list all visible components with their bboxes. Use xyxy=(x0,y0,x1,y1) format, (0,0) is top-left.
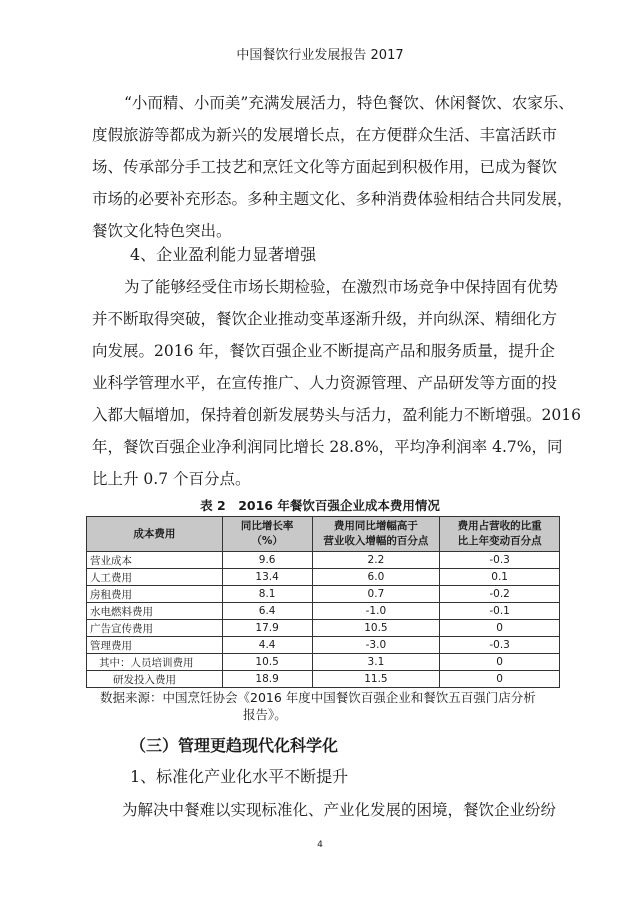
table-row xyxy=(87,671,560,688)
cell-diff: 0.7 xyxy=(312,586,440,603)
subsection-heading-standardization: 1、标准化产业化水平不断提升 xyxy=(130,767,349,786)
cell-share: 0.1 xyxy=(440,569,560,586)
source-line: 报告》。 xyxy=(243,707,287,722)
paragraph-line: 比上升 0.7 个百分点。 xyxy=(92,470,251,488)
cell-item: 人工费用 xyxy=(87,569,223,586)
table-row xyxy=(87,603,560,620)
cell-diff: 6.0 xyxy=(312,569,440,586)
table-title: 表 2 2016 年餐饮百强企业成本费用情况 xyxy=(200,498,440,513)
cell-diff: 10.5 xyxy=(312,620,440,637)
cell-growth: 18.9 xyxy=(222,671,312,688)
paragraph-line: “小而精、小而美”充满发展活力，特色餐饮、休闲餐饮、农家乐、 xyxy=(124,94,574,112)
paragraph-line: 入都大幅增加，保持着创新发展势头与活力，盈利能力不断增强。2016 xyxy=(92,406,581,424)
cell-share: -0.3 xyxy=(440,637,560,654)
paragraph-line: 业科学管理水平，在宣传推广、人力资源管理、产品研发等方面的投 xyxy=(92,374,558,392)
cell-item: 研发投入费用 xyxy=(87,671,223,688)
table-row xyxy=(87,620,560,637)
cell-diff: -1.0 xyxy=(312,603,440,620)
paragraph-line: 市场的必要补充形态。多种主题文化、多种消费体验相结合共同发展， xyxy=(92,190,573,208)
cell-growth: 8.1 xyxy=(222,586,312,603)
cell-share: 0 xyxy=(440,620,560,637)
cell-diff: 2.2 xyxy=(312,552,440,569)
data-source-note xyxy=(100,689,560,723)
paragraph-line: 为解决中餐难以实现标准化、产业化发展的困境，餐饮企业纷纷 xyxy=(122,801,557,819)
cell-growth: 13.4 xyxy=(222,569,312,586)
cell-share: -0.2 xyxy=(440,586,560,603)
column-header-growth: 同比增长率 （%） xyxy=(222,517,312,552)
paragraph-line: 向发展。2016 年，餐饮百强企业不断提高产品和服务质量，提升企 xyxy=(92,342,555,360)
page-header: 中国餐饮行业发展报告 2017 xyxy=(236,48,404,63)
cell-share: -0.1 xyxy=(440,603,560,620)
cell-item: 其中：人员培训费用 xyxy=(87,654,223,671)
column-header-diff: 费用同比增幅高于 营业收入增幅的百分点 xyxy=(312,517,440,552)
paragraph-line: 度假旅游等都成为新兴的发展增长点，在方便群众生活、丰富活跃市 xyxy=(92,126,558,144)
column-header-item: 成本费用 xyxy=(87,517,223,552)
source-line: 数据来源：中国烹饪协会《2016 年度中国餐饮百强企业和餐饮五百强门店分析 xyxy=(100,690,536,705)
cell-item: 水电燃料费用 xyxy=(87,603,223,620)
paragraph-line: 场、传承部分手工技艺和烹饪文化等方面起到积极作用，已成为餐饮 xyxy=(92,158,558,176)
cell-growth: 17.9 xyxy=(222,620,312,637)
column-header-share: 费用占营收的比重 比上年变动百分点 xyxy=(440,517,560,552)
cell-item: 管理费用 xyxy=(87,637,223,654)
cell-growth: 10.5 xyxy=(222,654,312,671)
table-row xyxy=(87,569,560,586)
paragraph-line: 餐饮文化特色突出。 xyxy=(92,222,232,240)
table-row xyxy=(87,586,560,603)
cell-growth: 9.6 xyxy=(222,552,312,569)
cell-share: -0.3 xyxy=(440,552,560,569)
section-heading-management: （三）管理更趋现代化科学化 xyxy=(130,736,339,755)
table-row xyxy=(87,552,560,569)
cell-share: 0 xyxy=(440,671,560,688)
cell-diff: -3.0 xyxy=(312,637,440,654)
paragraph-line: 并不断取得突破，餐饮企业推动变革逐渐升级，并向纵深、精细化方 xyxy=(92,310,558,328)
cell-item: 房租费用 xyxy=(87,586,223,603)
cell-share: 0 xyxy=(440,654,560,671)
page-number: 4 xyxy=(317,840,323,850)
paragraph-small-and-beautiful xyxy=(92,87,574,247)
paragraph-line: 为了能够经受住市场长期检验，在激烈市场竞争中保持固有优势 xyxy=(124,278,559,296)
table-header-row xyxy=(87,517,560,552)
cell-item: 广告宣传费用 xyxy=(87,620,223,637)
section-heading-profitability: 4、企业盈利能力显著增强 xyxy=(130,245,317,264)
cell-diff: 3.1 xyxy=(312,654,440,671)
table-row xyxy=(87,654,560,671)
cell-growth: 6.4 xyxy=(222,603,312,620)
cell-growth: 4.4 xyxy=(222,637,312,654)
table-row xyxy=(87,637,560,654)
paragraph-line: 年，餐饮百强企业净利润同比增长 28.8%，平均净利润率 4.7%，同 xyxy=(92,438,563,456)
cell-diff: 11.5 xyxy=(312,671,440,688)
cell-item: 营业成本 xyxy=(87,552,223,569)
cost-table xyxy=(86,516,560,688)
paragraph-profitability xyxy=(92,271,581,495)
